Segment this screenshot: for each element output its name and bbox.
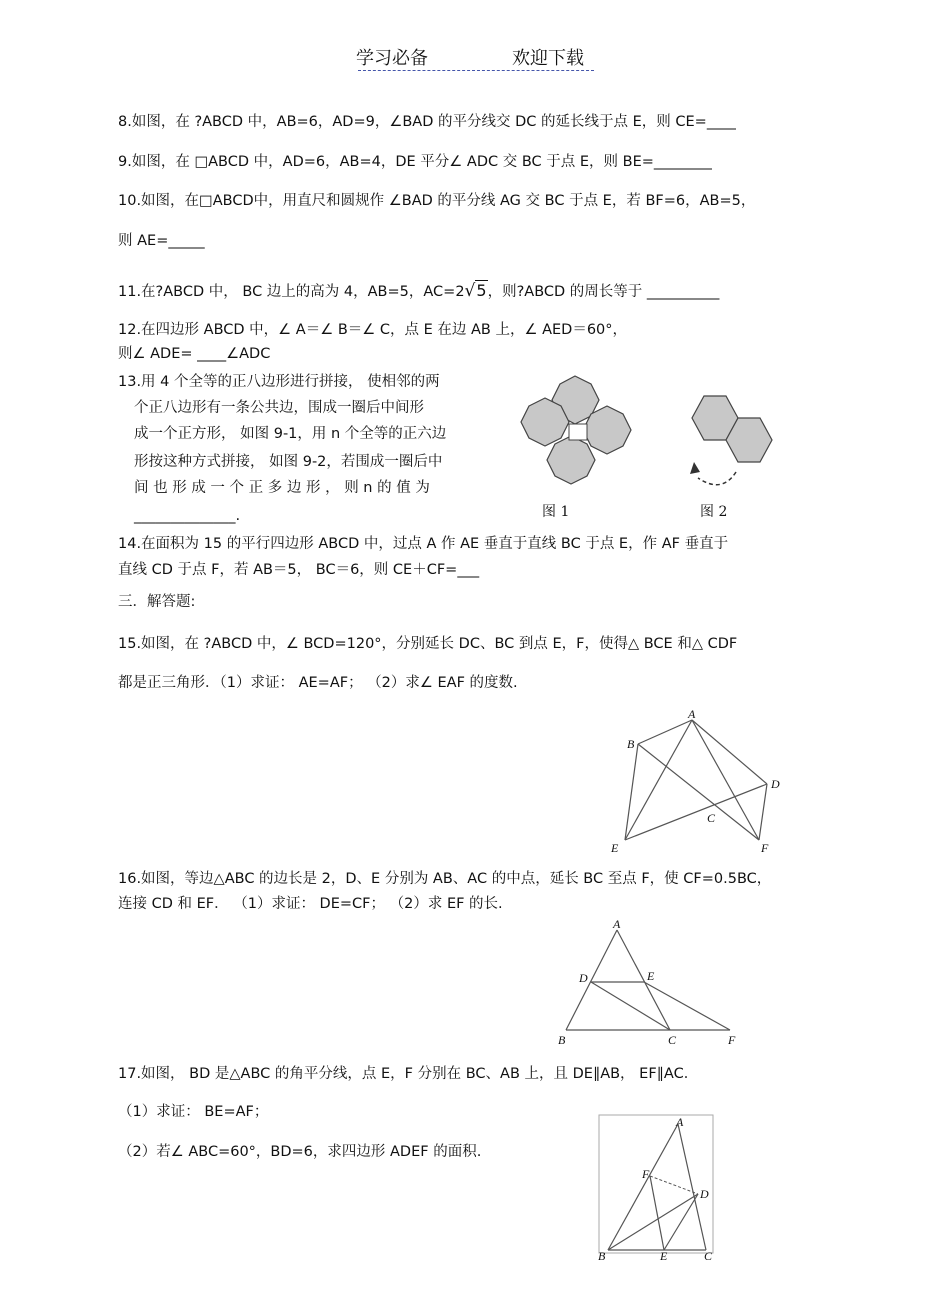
- question-15-line1: 15.如图，在 ?ABCD 中，∠ BCD=120°，分别延长 DC、BC 到点 E，F，使得△ BCE 和△ CDF: [118, 636, 738, 652]
- fig15-label-c: C: [707, 811, 716, 825]
- question-14-line2: 直线 CD 于点 F，若 AB＝5， BC＝6，则 CE＋CF=___: [118, 562, 480, 578]
- fig17-label-e: E: [660, 1249, 668, 1263]
- question-13-line4: 形按这种方式拼接， 如图 9-2，若围成一圈后中: [134, 454, 443, 470]
- fig17-label-d: D: [700, 1187, 709, 1201]
- fig16-label-a: A: [613, 918, 621, 931]
- fig17-label-c: C: [704, 1249, 713, 1263]
- question-9: 9.如图，在 □ABCD 中，AD=6，AB=4，DE 平分∠ ADC 交 BC 于点 E，则 BE=________: [118, 154, 712, 170]
- figure-octagons: [515, 372, 645, 524]
- fig15-label-f: F: [761, 841, 769, 855]
- question-13-line6: ______________.: [134, 508, 241, 524]
- question-14-line1: 14.在面积为 15 的平行四边形 ABCD 中，过点 A 作 AE 垂直于直线 BC 于点 E，作 AF 垂直于: [118, 536, 729, 552]
- question-15-line2: 都是正三角形．（1）求证： AE=AF； （2）求∠ EAF 的度数.: [118, 675, 518, 691]
- question-13-line1: 13.用 4 个全等的正八边形进行拼接， 使相邻的两: [118, 374, 440, 390]
- fig17-label-f: F: [642, 1167, 650, 1181]
- sqrt-sign: √: [464, 281, 476, 301]
- question-17-line3: （2）若∠ ABC=60°，BD=6，求四边形 ADEF 的面积.: [118, 1144, 482, 1160]
- figure-16: [550, 918, 750, 1048]
- question-17-line1: 17.如图， BD 是△ABC 的角平分线，点 E，F 分别在 BC、AB 上，且 DE∥AB， EF∥AC．: [118, 1066, 699, 1082]
- question-17-line2: （1）求证： BE=AF；: [118, 1104, 269, 1120]
- header-divider: [358, 70, 594, 71]
- rotation-arrow: [698, 472, 736, 485]
- fig17-label-b: B: [598, 1249, 606, 1263]
- figure-15: [605, 706, 795, 856]
- question-10-line1: 10.如图，在□ABCD中，用直尺和圆规作 ∠BAD 的平分线 AG 交 BC 于点 E，若 BF=6，AB=5，: [118, 193, 756, 209]
- fig16-label-c: C: [668, 1033, 677, 1047]
- question-11-text-b: ，则?ABCD 的周长等于 __________: [487, 284, 720, 300]
- sqrt-radicand: 5: [476, 281, 487, 300]
- header-right: 欢迎下载: [512, 48, 584, 69]
- question-13-line5: 间 也 形 成 一 个 正 多 边 形 ， 则 n 的 值 为: [134, 480, 430, 496]
- section-heading: 三．解答题:: [118, 594, 196, 610]
- arrow-head-icon: [690, 462, 700, 474]
- question-11-text-a: 11.在?ABCD 中， BC 边上的高为 4，AB=5，AC=2: [118, 284, 465, 300]
- fig15-label-e: E: [611, 841, 619, 855]
- figure-hexagons: [678, 388, 788, 524]
- fig15-label-a: A: [688, 707, 696, 721]
- question-12-line1: 12.在四边形 ABCD 中，∠ A＝∠ B＝∠ C，点 E 在边 AB 上，∠ AED＝60°，: [118, 322, 628, 338]
- question-11: [118, 281, 719, 302]
- fig15-label-b: B: [627, 737, 635, 751]
- question-10-line2: 则 AE=_____: [118, 233, 205, 249]
- fig15-label-d: D: [771, 777, 780, 791]
- fig17-label-a: A: [676, 1115, 684, 1129]
- fig16-label-d: D: [579, 971, 588, 985]
- fig16-label-e: E: [647, 969, 655, 983]
- octagon-bottom: [547, 436, 595, 484]
- question-16-line2: 连接 CD 和 EF． （1）求证： DE=CF； （2）求 EF 的长.: [118, 896, 503, 912]
- question-16-line1: 16.如图，等边△ABC 的边长是 2，D、E 分别为 AB、AC 的中点，延长 BC 至点 F，使 CF=0.5BC，: [118, 871, 772, 887]
- fig16-label-f: F: [728, 1033, 736, 1047]
- question-12-line2: 则∠ ADE= ____∠ADC: [118, 346, 271, 362]
- header-left: 学习必备: [356, 48, 428, 69]
- question-13-line2: 个正八边形有一条公共边，围成一圈后中间形: [134, 400, 424, 416]
- center-square: [569, 424, 587, 440]
- figure-1-caption: 图 1: [542, 504, 570, 520]
- figure-2-caption: 图 2: [700, 504, 728, 520]
- fig16-label-b: B: [558, 1033, 566, 1047]
- figure-17-frame: [599, 1115, 713, 1253]
- question-8: 8.如图，在 ?ABCD 中，AB=6，AD=9，∠BAD 的平分线交 DC 的延长线于点 E，则 CE=____: [118, 114, 736, 130]
- question-13-line3: 成一个正方形， 如图 9-1，用 n 个全等的正六边: [134, 426, 447, 442]
- figure-17: [598, 1114, 716, 1264]
